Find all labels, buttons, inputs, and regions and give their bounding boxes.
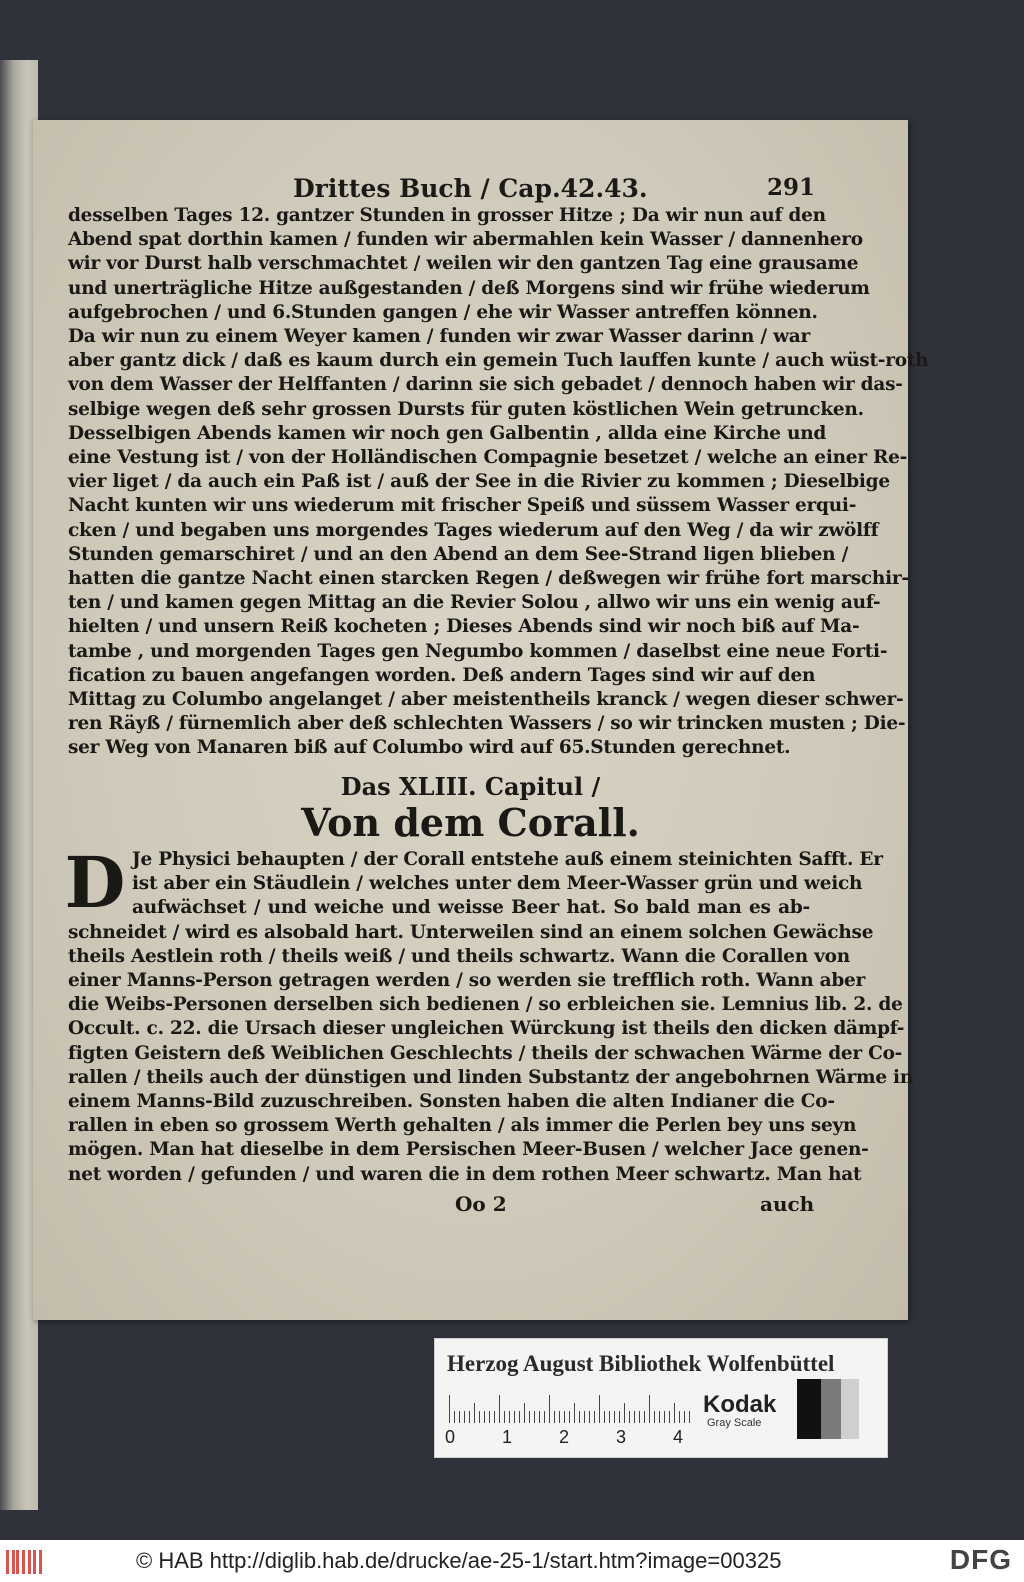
barcode-icon — [6, 1550, 46, 1574]
text-line: Stunden gemarschiret / und an den Abend an dem See-Strand ligen blieben / — [68, 543, 849, 565]
text-line: net worden / gefunden / und waren die in dem rothen Meer schwartz. Man hat — [68, 1163, 862, 1185]
ruler-tick — [679, 1411, 680, 1423]
ruler-tick — [524, 1403, 525, 1423]
ruler-tick — [624, 1403, 625, 1423]
library-card — [434, 1338, 888, 1458]
text-line: Mittag zu Columbo angelanget / aber meistentheils kranck / wegen dieser schwer- — [68, 689, 904, 711]
ruler-tick — [659, 1411, 660, 1423]
running-header — [255, 172, 815, 208]
footer-bar — [0, 1540, 1024, 1582]
ruler-tick — [574, 1403, 575, 1423]
ruler-tick — [459, 1411, 460, 1423]
ruler-tick — [519, 1411, 520, 1423]
gray-swatch-light — [841, 1379, 859, 1439]
ruler-tick — [649, 1395, 650, 1423]
text-line: ist aber ein Stäudlein / welches unter dem Meer-Wasser grün und weich — [132, 873, 863, 895]
text-line: einer Manns-Person getragen werden / so werden sie trefflich roth. Wann aber — [68, 970, 866, 992]
text-line: Abend spat dorthin kamen / funden wir abermahlen kein Wasser / dannenhero — [68, 229, 863, 251]
scale-number: 1 — [502, 1427, 513, 1447]
text-line: und unerträgliche Hitze außgestanden / deß Morgens sind wir frühe wiederum — [68, 277, 870, 299]
dfg-logo: DFG — [949, 1544, 1012, 1575]
text-line: hatten die gantze Nacht einen starcken Regen / deßwegen wir frühe fort marschir- — [68, 568, 909, 590]
text-line: aufgebrochen / und 6.Stunden gangen / ehe wir Wasser antreffen können. — [68, 301, 818, 323]
ruler-tick — [554, 1411, 555, 1423]
gray-scale-label: Gray Scale — [707, 1417, 762, 1429]
drop-capital: D — [64, 841, 126, 924]
chapter-number: Das XLIII. Capitul / — [340, 772, 601, 801]
ruler-tick — [454, 1411, 455, 1423]
ruler-tick — [464, 1411, 465, 1423]
text-line: theils Aestlein roth / theils weiß / und theils schwartz. Wann die Corallen von — [68, 945, 850, 967]
scale-number: 0 — [445, 1427, 456, 1447]
ruler-tick — [604, 1411, 605, 1423]
text-line: aufwächset / und weiche und weisse Beer hat. So bald man es ab- — [132, 897, 810, 919]
text-line: selbige wegen deß sehr grossen Dursts für guten köstlichen Wein getruncken. — [68, 398, 864, 420]
text-line: Da wir nun zu einem Weyer kamen / funden wir zwar Wasser darinn / war — [68, 326, 810, 348]
text-line: Desselbigen Abends kamen wir noch gen Galbentin , allda eine Kirche und — [68, 422, 827, 444]
text-line: cken / und begaben uns morgendes Tages wiederum auf den Weg / da wir zwölff — [68, 519, 879, 541]
ruler-tick — [474, 1403, 475, 1423]
barcode-stripe — [6, 1550, 9, 1574]
barcode-stripe — [12, 1550, 15, 1574]
scale-number: 4 — [673, 1427, 684, 1447]
text-block-top — [68, 204, 929, 761]
ruler-tick — [489, 1411, 490, 1423]
scale-ruler — [449, 1395, 689, 1423]
scale-numbers — [445, 1427, 695, 1449]
ruler-tick — [494, 1411, 495, 1423]
ruler-tick — [609, 1411, 610, 1423]
ruler-tick — [564, 1411, 565, 1423]
catchword: auch — [760, 1192, 815, 1216]
ruler-tick — [449, 1395, 450, 1423]
gray-swatch-mid — [821, 1379, 841, 1439]
barcode-stripe — [22, 1550, 25, 1574]
text-line: einem Manns-Bild zuzuschreiben. Sonsten haben die alten Indianer die Co- — [68, 1091, 835, 1113]
text-line: hielten / und unsern Reiß kocheten ; Dieses Abends sind wir noch biß auf Ma- — [68, 616, 860, 638]
ruler-tick — [644, 1411, 645, 1423]
ruler-tick — [479, 1411, 480, 1423]
ruler-tick — [534, 1411, 535, 1423]
text-line: von dem Wasser der Helffanten / darinn sie sich gebadet / dennoch haben wir das- — [68, 374, 903, 396]
ruler-tick — [579, 1411, 580, 1423]
text-block-bottom — [68, 848, 914, 1187]
barcode-stripe — [39, 1550, 42, 1574]
ruler-tick — [629, 1411, 630, 1423]
ruler-tick — [634, 1411, 635, 1423]
text-line: rallen / theils auch der dünstigen und linden Substantz der angebohrnen Wärme in — [68, 1066, 914, 1088]
ruler-tick — [674, 1403, 675, 1423]
barcode-stripe — [33, 1550, 36, 1574]
ruler-tick — [499, 1395, 500, 1423]
text-line: schneidet / wird es alsobald hart. Unterweilen sind an einem solchen Gewächse — [68, 921, 874, 943]
barcode-stripe — [16, 1550, 19, 1574]
page-number: 291 — [766, 174, 815, 201]
ruler-tick — [619, 1411, 620, 1423]
ruler-tick — [614, 1411, 615, 1423]
text-line: aber gantz dick / daß es kaum durch ein gemein Tuch lauffen kunte / auch wüst-roth — [68, 350, 929, 372]
ruler-tick — [504, 1411, 505, 1423]
scale-number: 2 — [559, 1427, 570, 1447]
ruler-tick — [594, 1411, 595, 1423]
ruler-tick — [529, 1411, 530, 1423]
ruler-tick — [569, 1411, 570, 1423]
ruler-tick — [639, 1411, 640, 1423]
text-line: rallen in eben so grossem Werth gehalten / als immer die Perlen bey uns seyn — [68, 1115, 857, 1137]
ruler-tick — [544, 1411, 545, 1423]
ruler-tick — [664, 1411, 665, 1423]
text-line: Occult. c. 22. die Ursach dieser ungleichen Würckung ist theils den dicken dämpf- — [68, 1018, 905, 1040]
ruler-tick — [484, 1411, 485, 1423]
ruler-tick — [654, 1411, 655, 1423]
ruler-tick — [509, 1411, 510, 1423]
running-title: Drittes Buch / Cap.42.43. — [293, 174, 648, 203]
ruler-tick — [584, 1411, 585, 1423]
signature-mark: Oo 2 — [455, 1192, 507, 1216]
ruler-tick — [469, 1411, 470, 1423]
barcode-stripe — [28, 1550, 31, 1574]
text-line: vier liget / da auch ein Paß ist / auß der See in die Rivier zu kommen ; Dieselbige — [68, 471, 890, 493]
copyright-url[interactable]: © HAB http://diglib.hab.de/drucke/ae-25-1/start.htm?image=00325 — [136, 1548, 782, 1573]
kodak-logo: Kodak — [703, 1391, 777, 1418]
text-line: fication zu bauen angefangen worden. Deß andern Tages sind wir auf den — [68, 664, 816, 686]
scale-number: 3 — [616, 1427, 627, 1447]
ruler-tick — [684, 1411, 685, 1423]
text-line: Nacht kunten wir uns wiederum mit frischer Speiß und süssem Wasser erqui- — [68, 495, 857, 517]
ruler-tick — [514, 1411, 515, 1423]
text-line: desselben Tages 12. gantzer Stunden in grosser Hitze ; Da wir nun auf den — [68, 205, 826, 226]
text-line: wir vor Durst halb verschmachtet / weilen wir den gantzen Tag eine grausame — [68, 253, 859, 275]
text-line: mögen. Man hat dieselbe in dem Persischen Meer-Busen / welcher Jace genen- — [68, 1139, 869, 1161]
chapter-title: Von dem Corall. — [301, 800, 640, 845]
ruler-tick — [689, 1411, 690, 1423]
text-line: ren Räyß / fürnemlich aber deß schlechten Wassers / so wir trincken musten ; Die- — [68, 713, 906, 735]
text-line: Je Physici behaupten / der Corall entstehe auß einem steinichten Safft. Er — [132, 849, 883, 870]
text-line: tambe , und morgenden Tages gen Negumbo kommen / daselbst eine neue Forti- — [68, 640, 888, 662]
ruler-tick — [559, 1411, 560, 1423]
text-line: ten / und kamen gegen Mittag an die Revier Solou , allwo wir uns ein wenig auf- — [68, 592, 881, 614]
library-name: Herzog August Bibliothek Wolfenbüttel — [447, 1351, 835, 1376]
ruler-tick — [549, 1395, 550, 1423]
text-line: eine Vestung ist / von der Holländischen Compagnie besetzet / welche an einer Re- — [68, 447, 908, 469]
ruler-tick — [539, 1411, 540, 1423]
ruler-tick — [589, 1411, 590, 1423]
gray-swatch-black — [797, 1379, 821, 1439]
text-line: die Weibs-Personen derselben sich bedienen / so erbleichen sie. Lemnius lib. 2. de — [68, 994, 903, 1016]
text-line: ser Weg von Manaren biß auf Columbo wird auf 65.Stunden gerechnet. — [68, 737, 791, 759]
text-line: figten Geistern deß Weiblichen Geschlechts / theils der schwachen Wärme der Co- — [68, 1042, 903, 1064]
ruler-tick — [669, 1411, 670, 1423]
ruler-tick — [599, 1395, 600, 1423]
